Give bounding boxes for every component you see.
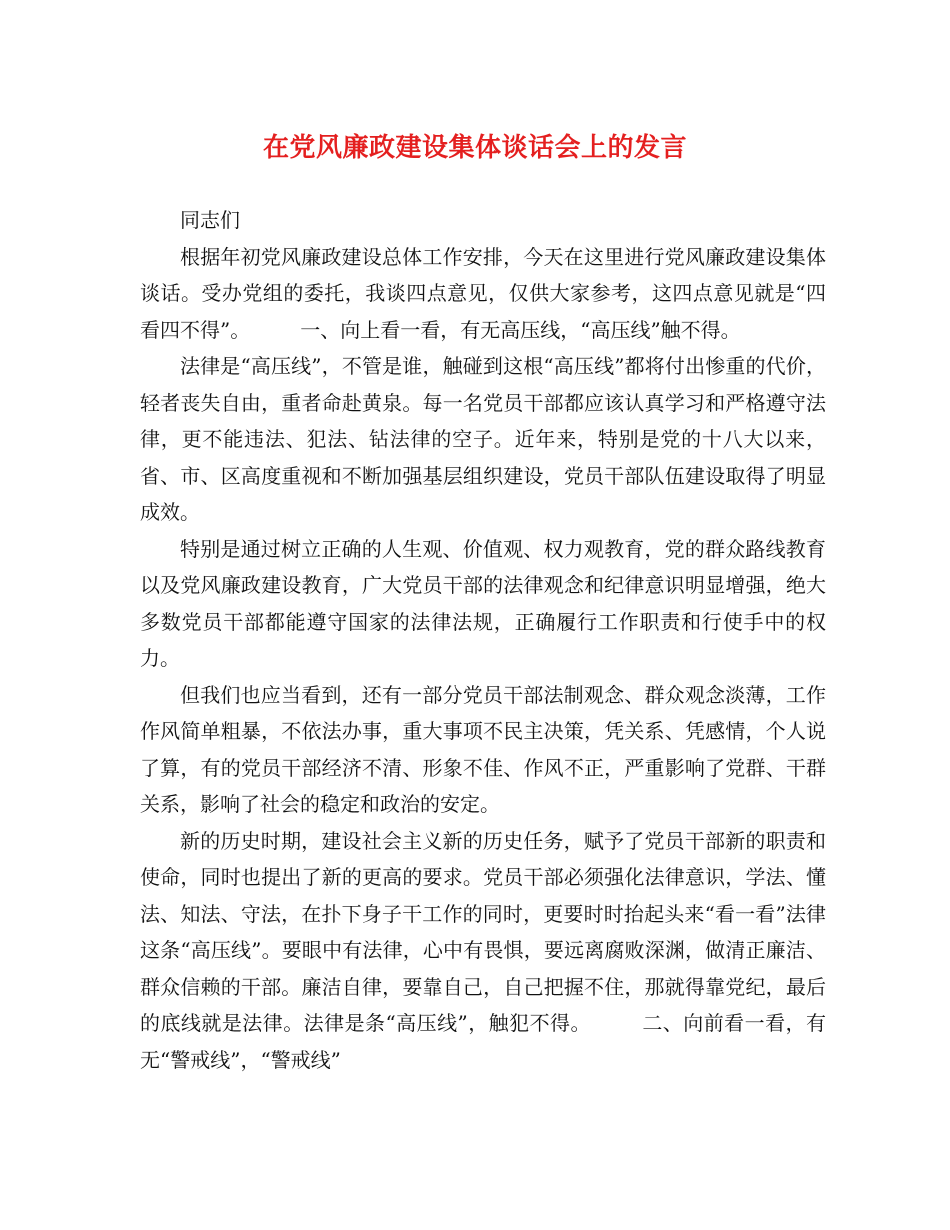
body-paragraph: 特别是通过树立正确的人生观、价值观、权力观教育，党的群众路线教育以及党风廉政建设教育，广大党员干部的法律观念和纪律意识明显增强，绝大多数党员干部都能遵守国家的法律法规，正确履行工作职责和行使手中的权力。 bbox=[140, 536, 826, 670]
body-paragraph: 新的历史时期，建设社会主义新的历史任务，赋予了党员干部新的职责和使命，同时也提出了新的更高的要求。党员干部必须强化法律意识，学法、懂法、知法、守法，在扑下身子干工作的同时，更要时时抬起头来“看一看”法律这条“高压线”。要眼中有法律，心中有畏惧，要远离腐败深渊，做清正廉洁、群众信赖的干部。廉洁自律，要靠自己，自己把握不住，那就得靠党纪，最后的底线就是法律。法律是条“高压线”，触犯不得。 二、向前看一看，有无“警戒线”，“警戒线” bbox=[140, 828, 826, 1072]
body-paragraph: 但我们也应当看到，还有一部分党员干部法制观念、群众观念淡薄，工作作风简单粗暴，不依法办事，重大事项不民主决策，凭关系、凭感情，个人说了算，有的党员干部经济不清、形象不佳、作风不正，严重影响了党群、干群关系，影响了社会的稳定和政治的安定。 bbox=[140, 682, 826, 816]
body-paragraph: 法律是“高压线”，不管是谁，触碰到这根“高压线”都将付出惨重的代价，轻者丧失自由，重者命赴黄泉。每一名党员干部都应该认真学习和严格遵守法律，更不能违法、犯法、钻法律的空子。近年来，特别是党的十八大以来，省、市、区高度重视和不断加强基层组织建设，党员干部队伍建设取得了明显成效。 bbox=[140, 354, 826, 524]
document-title: 在党风廉政建设集体谈话会上的发言 bbox=[262, 133, 687, 163]
salutation: 同志们 bbox=[180, 208, 240, 232]
body-paragraph: 根据年初党风廉政建设总体工作安排，今天在这里进行党风廉政建设集体谈话。受办党组的委托，我谈四点意见，仅供大家参考，这四点意见就是“四看四不得”。 一、向上看一看，有无高压线，“高压线”触不得。 bbox=[140, 244, 826, 342]
document-body bbox=[140, 202, 826, 1078]
